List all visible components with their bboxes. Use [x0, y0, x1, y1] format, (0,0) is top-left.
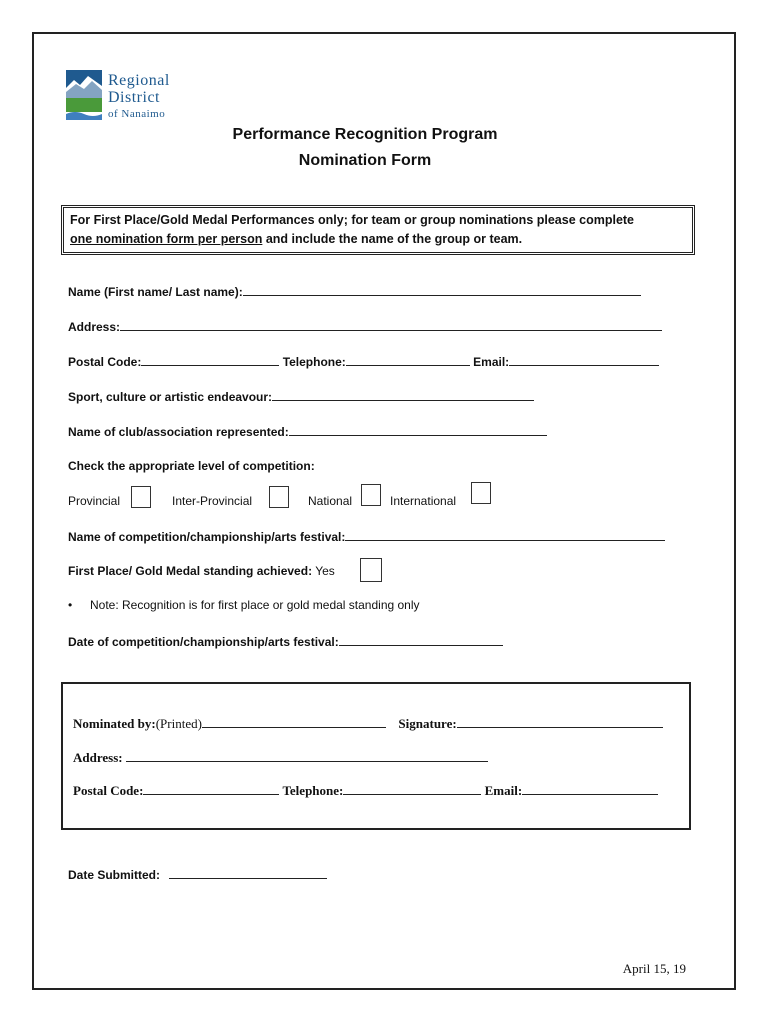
level-interprovincial-checkbox[interactable] [269, 486, 289, 508]
level-international-checkbox[interactable] [471, 482, 491, 504]
signature-label: Signature: [398, 716, 457, 731]
nominator-name-field[interactable] [202, 716, 386, 728]
nominator-name-row [73, 716, 663, 732]
nominated-by-label: Nominated by: [73, 716, 156, 731]
notice-box [61, 205, 695, 255]
yes-label: Yes [315, 564, 335, 578]
address-row [68, 319, 662, 334]
note-text: Note: Recognition is for first place or gold medal standing only [90, 598, 420, 612]
contact-row [68, 354, 659, 369]
sport-field[interactable] [272, 389, 534, 401]
telephone-label: Telephone: [282, 355, 346, 369]
email-field[interactable] [509, 354, 659, 366]
nominator-telephone-field[interactable] [343, 783, 481, 795]
sport-label: Sport, culture or artistic endeavour: [68, 390, 273, 404]
competition-name-label: Name of competition/championship/arts festival: [68, 530, 346, 544]
date-submitted-field[interactable] [169, 867, 327, 879]
level-international-label: International [390, 494, 457, 508]
page-border [32, 32, 736, 990]
note-bullet [68, 598, 420, 612]
level-national-label: National [308, 494, 353, 508]
sport-row [68, 389, 534, 404]
level-provincial-checkbox[interactable] [131, 486, 151, 508]
email-label: Email: [473, 355, 510, 369]
bullet-icon: • [68, 598, 73, 612]
nominator-address-label: Address: [73, 750, 123, 765]
nominator-postal-field[interactable] [143, 783, 279, 795]
telephone-field[interactable] [346, 354, 470, 366]
level-interprovincial-label: Inter-Provincial [172, 494, 253, 508]
nominator-contact-row [73, 783, 658, 799]
form-title: Performance Recognition Program [232, 126, 498, 143]
level-national-checkbox[interactable] [361, 484, 381, 506]
name-label: Name (First name/ Last name): [68, 285, 243, 299]
date-submitted-label: Date Submitted: [68, 868, 161, 882]
nominator-email-field[interactable] [522, 783, 658, 795]
club-label: Name of club/association represented: [68, 425, 289, 439]
competition-date-field[interactable] [339, 634, 503, 646]
nominator-address-row [73, 750, 488, 766]
competition-name-row [68, 529, 665, 544]
postal-code-label: Postal Code: [68, 355, 142, 369]
name-row [68, 284, 641, 299]
level-heading: Check the appropriate level of competition: [68, 459, 315, 473]
nominator-telephone-label: Telephone: [282, 783, 344, 798]
signature-field[interactable] [457, 716, 663, 728]
footer-date: April 15, 19 [622, 961, 686, 976]
club-field[interactable] [289, 424, 547, 436]
notice-underlined: one nomination form per person [70, 232, 263, 246]
nominator-email-label: Email: [484, 783, 523, 798]
nominator-address-field[interactable] [126, 750, 488, 762]
nominator-box [61, 682, 691, 830]
address-field[interactable] [120, 319, 662, 331]
competition-date-row [68, 634, 503, 649]
name-field[interactable] [243, 284, 641, 296]
level-provincial-label: Provincial [68, 494, 121, 508]
first-place-label: First Place/ Gold Medal standing achieved: [68, 564, 313, 578]
notice-text-1: For First Place/Gold Medal Performances only; for team or group nominations please complete [70, 213, 635, 227]
form-subtitle: Nomination Form [298, 152, 432, 169]
first-place-row [68, 564, 335, 578]
competition-date-label: Date of competition/championship/arts festival: [68, 635, 339, 649]
nominator-postal-label: Postal Code: [73, 783, 144, 798]
yes-checkbox[interactable] [360, 558, 382, 582]
printed-label: (Printed) [155, 716, 202, 731]
postal-code-field[interactable] [141, 354, 279, 366]
address-label: Address: [68, 320, 121, 334]
club-row [68, 424, 547, 439]
competition-name-field[interactable] [345, 529, 665, 541]
logo-line-3: of Nanaimo [108, 108, 166, 120]
notice-text-2: and include the name of the group or team. [262, 232, 523, 246]
date-submitted-row [68, 867, 327, 882]
logo-line-2: District [108, 89, 160, 106]
logo-wordmark [108, 72, 170, 123]
logo-line-1: Regional [108, 72, 170, 89]
